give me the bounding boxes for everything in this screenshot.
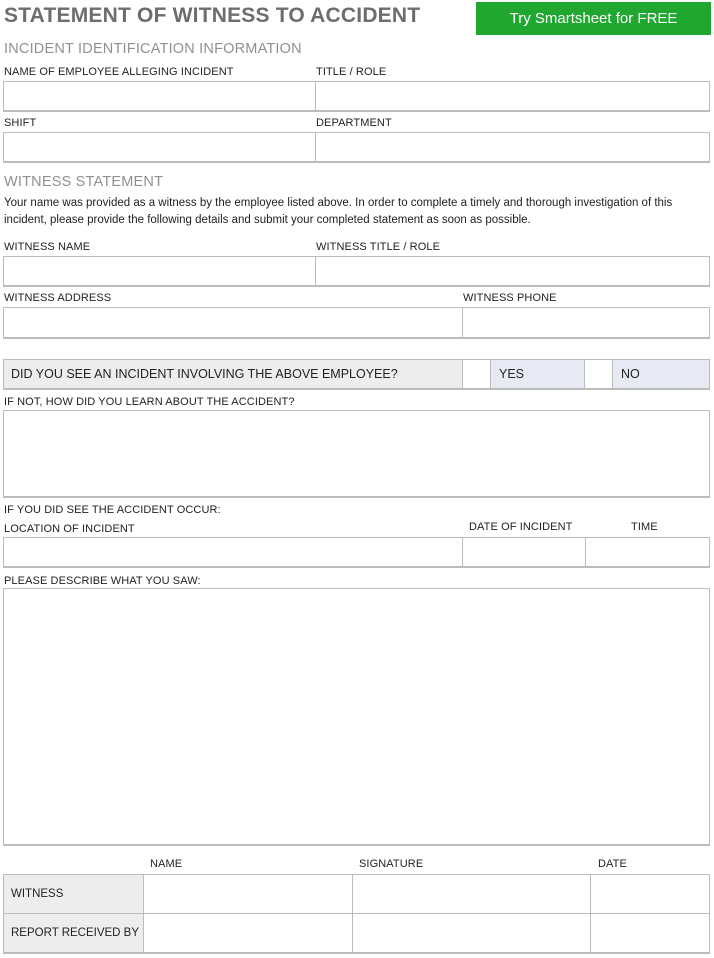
- time-field[interactable]: [586, 537, 710, 568]
- sig-col-name: NAME: [150, 858, 183, 870]
- employee-name-field[interactable]: [3, 81, 316, 112]
- witness-address-label: WITNESS ADDRESS: [4, 292, 112, 304]
- department-label: DEPARTMENT: [316, 117, 392, 129]
- location-field[interactable]: [3, 537, 463, 568]
- table-row: [4, 914, 710, 953]
- employee-name-label: NAME OF EMPLOYEE ALLEGING INCIDENT: [4, 66, 234, 78]
- date-of-incident-label: DATE OF INCIDENT: [469, 521, 573, 533]
- witness-title-label: WITNESS TITLE / ROLE: [316, 241, 441, 253]
- shift-field[interactable]: [3, 132, 316, 163]
- department-field[interactable]: [316, 132, 710, 163]
- no-checkbox[interactable]: [585, 360, 613, 388]
- witness-signature-cell[interactable]: [352, 875, 591, 914]
- title-role-field[interactable]: [316, 81, 710, 112]
- incident-seen-question-row: [3, 359, 710, 390]
- no-option-label: NO: [613, 360, 709, 388]
- witness-name-label: WITNESS NAME: [4, 241, 91, 253]
- sig-col-date: DATE: [598, 858, 627, 870]
- signature-table: [3, 874, 710, 954]
- witness-title-field[interactable]: [316, 256, 710, 287]
- witness-statement-heading: WITNESS STATEMENT: [4, 174, 164, 190]
- date-of-incident-field[interactable]: [463, 537, 586, 568]
- received-by-row-label: REPORT RECEIVED BY: [4, 914, 144, 953]
- title-role-label: TITLE / ROLE: [316, 66, 387, 78]
- how-learned-field[interactable]: [3, 410, 710, 498]
- witness-name-cell[interactable]: [143, 875, 352, 914]
- page-title: STATEMENT OF WITNESS TO ACCIDENT: [4, 4, 421, 27]
- witness-phone-field[interactable]: [463, 307, 710, 339]
- how-learned-label: IF NOT, HOW DID YOU LEARN ABOUT THE ACCIDENT?: [4, 396, 295, 408]
- incident-seen-question: DID YOU SEE AN INCIDENT INVOLVING THE ABOVE EMPLOYEE?: [4, 360, 463, 388]
- received-by-name-cell[interactable]: [143, 914, 352, 953]
- witness-name-field[interactable]: [3, 256, 316, 287]
- location-label: LOCATION OF INCIDENT: [4, 523, 135, 535]
- try-smartsheet-button[interactable]: Try Smartsheet for FREE: [476, 2, 711, 35]
- witness-instructions: Your name was provided as a witness by the employee listed above. In order to complete a timely and thorough investigation of this incident, please provide the following details and submit your completed statement as soon as possible.: [4, 197, 673, 226]
- describe-label: PLEASE DESCRIBE WHAT YOU SAW:: [4, 575, 201, 587]
- received-by-signature-cell[interactable]: [352, 914, 591, 953]
- yes-option-label: YES: [491, 360, 585, 388]
- witness-phone-label: WITNESS PHONE: [463, 292, 557, 304]
- did-see-label: IF YOU DID SEE THE ACCIDENT OCCUR:: [4, 504, 221, 516]
- time-label: TIME: [631, 521, 658, 533]
- incident-identification-heading: INCIDENT IDENTIFICATION INFORMATION: [4, 41, 302, 57]
- received-by-date-cell[interactable]: [591, 914, 710, 953]
- witness-address-field[interactable]: [3, 307, 463, 339]
- sig-col-signature: SIGNATURE: [359, 858, 424, 870]
- yes-checkbox[interactable]: [463, 360, 491, 388]
- describe-field[interactable]: [3, 588, 710, 846]
- witness-date-cell[interactable]: [591, 875, 710, 914]
- table-row: [4, 875, 710, 914]
- witness-row-label: WITNESS: [4, 875, 144, 914]
- shift-label: SHIFT: [4, 117, 37, 129]
